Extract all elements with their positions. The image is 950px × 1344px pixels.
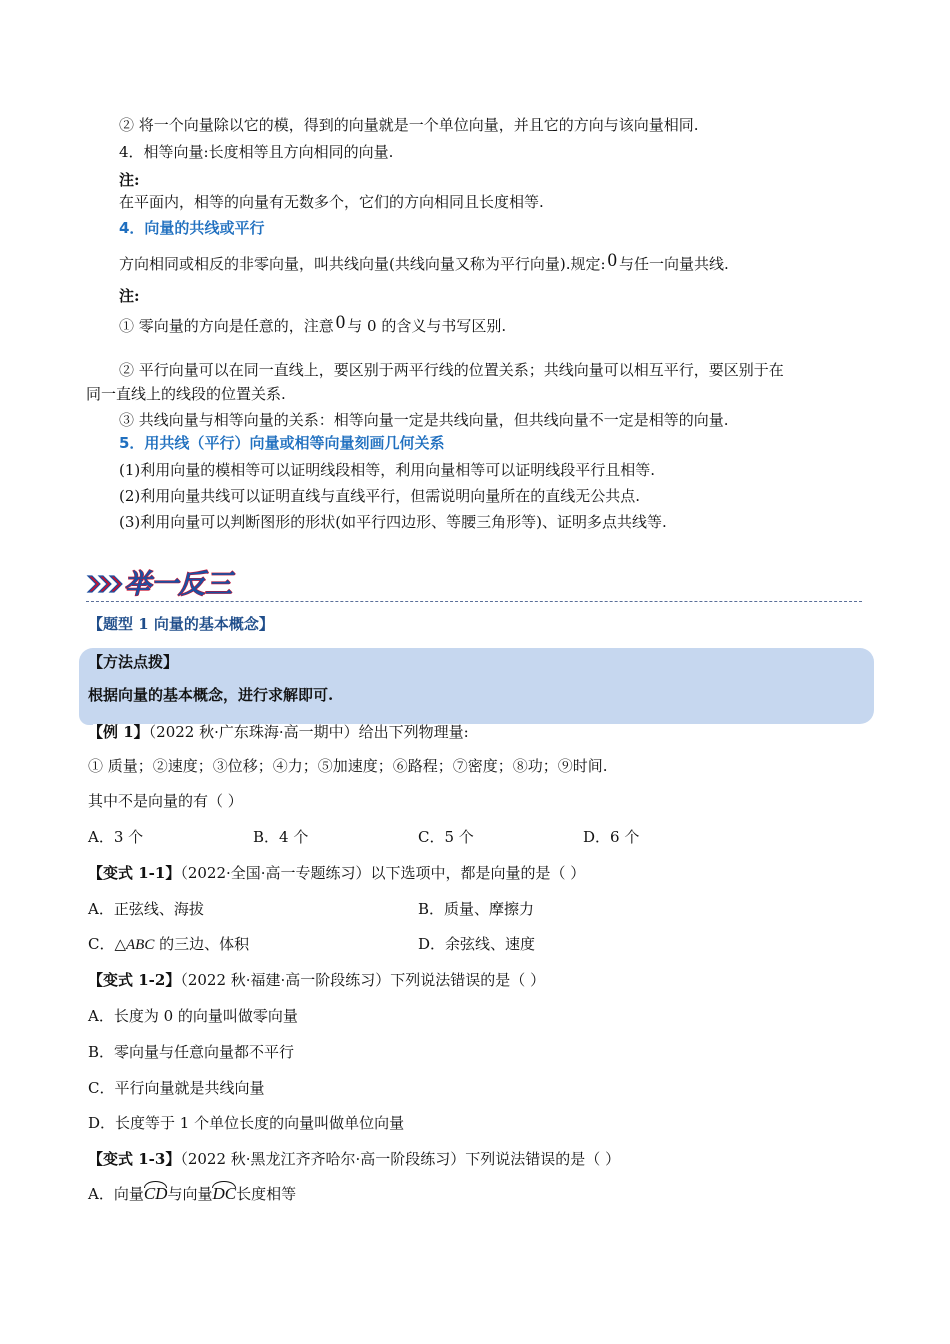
paragraph-equal-vector: 4．相等向量:长度相等且方向相同的向量. [119, 143, 394, 161]
option-a-suffix: 长度相等 [236, 1185, 297, 1203]
vector-dc: DC [212, 1184, 237, 1203]
vector-cd: CD [143, 1184, 168, 1203]
triangle-label: ABC [126, 937, 155, 953]
zero-vector-symbol: 0 [335, 312, 346, 333]
note-item-1 [119, 312, 507, 336]
method-tip-body: 根据向量的基本概念，进行求解即可. [88, 686, 334, 704]
variant-1-3-header [88, 1149, 620, 1169]
example-1-tag: 【例 1】 [88, 723, 149, 741]
paragraph-collinear [119, 250, 729, 274]
example-1-question: 其中不是向量的有（ ） [88, 792, 243, 810]
variant-1-2-option-c: C．平行向量就是共线向量 [88, 1079, 265, 1097]
note-label: 注: [119, 171, 140, 189]
geometry-item-3: (3)利用向量可以判断图形的形状(如平行四边形、等腰三角形等)、证明多点共线等. [119, 513, 667, 531]
variant-1-1-tag: 【变式 1-1】 [88, 864, 181, 882]
variant-1-2-option-b: B．零向量与任意向量都不平行 [88, 1043, 295, 1061]
option-c-prefix: C．△ [88, 935, 127, 953]
variant-1-3-source: （2022 秋·黑龙江齐齐哈尔·高一阶段练习）下列说法错误的是（ ） [180, 1150, 621, 1168]
geometry-item-2: (2)利用向量共线可以证明直线与直线平行，但需说明向量所在的直线无公共点. [119, 487, 641, 505]
variant-1-1-option-a: A．正弦线、海拔 [88, 900, 204, 918]
variant-1-1-option-c [88, 934, 249, 955]
collinear-text-b: 与任一向量共线. [619, 255, 729, 273]
zero-vector-symbol: 0 [607, 250, 618, 271]
example-1-header [88, 722, 469, 742]
banner-title: 举一反三 [124, 569, 232, 600]
option-a-prefix: A．向量 [88, 1185, 144, 1203]
method-tip-title: 【方法点拨】 [88, 653, 179, 671]
variant-1-2-option-a: A．长度为 0 的向量叫做零向量 [88, 1007, 298, 1025]
note-item-2-line-2: 同一直线上的线段的位置关系. [86, 385, 286, 403]
variant-1-1-header [88, 863, 585, 883]
section-divider [86, 601, 862, 602]
paragraph-unit-vector: ② 将一个向量除以它的模，得到的向量就是一个单位向量，并且它的方向与该向量相同. [119, 116, 699, 134]
note-label: 注: [119, 287, 140, 305]
example-1-option-b: B．4 个 [253, 828, 309, 846]
collinear-text-a: 方向相同或相反的非零向量，叫共线向量(共线向量又称为平行向量).规定: [119, 255, 606, 273]
variant-1-1-option-b: B．质量、摩擦力 [418, 900, 535, 918]
example-1-option-a: A．3 个 [88, 828, 144, 846]
note-1-text-a: ① 零向量的方向是任意的，注意 [119, 317, 334, 335]
variant-1-2-source: （2022 秋·福建·高一阶段练习）下列说法错误的是（ ） [180, 971, 546, 989]
geometry-item-1: (1)利用向量的模相等可以证明线段相等，利用向量相等可以证明线段平行且相等. [119, 461, 656, 479]
note-item-2-line-1: ② 平行向量可以在同一直线上，要区别于两平行线的位置关系；共线向量可以相互平行，要区别于在 [119, 361, 784, 379]
variant-1-1-source: （2022·全国·高一专题练习）以下选项中，都是向量的是（ ） [180, 864, 586, 882]
note-1-text-b: 与 0 的含义与书写区别. [347, 317, 507, 335]
example-1-option-d: D．6 个 [583, 828, 640, 846]
example-1-source: （2022 秋·广东珠海·高一期中）给出下列物理量: [148, 723, 469, 741]
paragraph-equal-note: 在平面内，相等的向量有无数多个，它们的方向相同且长度相等. [119, 193, 544, 211]
variant-1-3-option-a [88, 1184, 296, 1204]
variant-1-2-tag: 【变式 1-2】 [88, 971, 181, 989]
question-type-title: 【题型 1 向量的基本概念】 [88, 615, 274, 633]
variant-1-1-option-d: D．余弦线、速度 [418, 935, 536, 953]
variant-1-3-tag: 【变式 1-3】 [88, 1150, 181, 1168]
heading-geometry: 5．用共线（平行）向量或相等向量刻画几何关系 [119, 434, 445, 452]
example-1-option-c: C．5 个 [418, 828, 474, 846]
option-a-mid: 与向量 [167, 1185, 213, 1203]
option-c-suffix: 的三边、体积 [154, 935, 250, 953]
section-banner [84, 562, 264, 602]
banner-arrows-icon [88, 576, 122, 592]
example-1-list: ① 质量；②速度；③位移；④力；⑤加速度；⑥路程；⑦密度；⑧功；⑨时间. [88, 757, 608, 775]
note-item-3: ③ 共线向量与相等向量的关系：相等向量一定是共线向量，但共线向量不一定是相等的向量. [119, 411, 729, 429]
heading-collinear: 4．向量的共线或平行 [119, 219, 265, 237]
variant-1-2-option-d: D．长度等于 1 个单位长度的向量叫做单位向量 [88, 1114, 405, 1132]
variant-1-2-header [88, 970, 545, 990]
